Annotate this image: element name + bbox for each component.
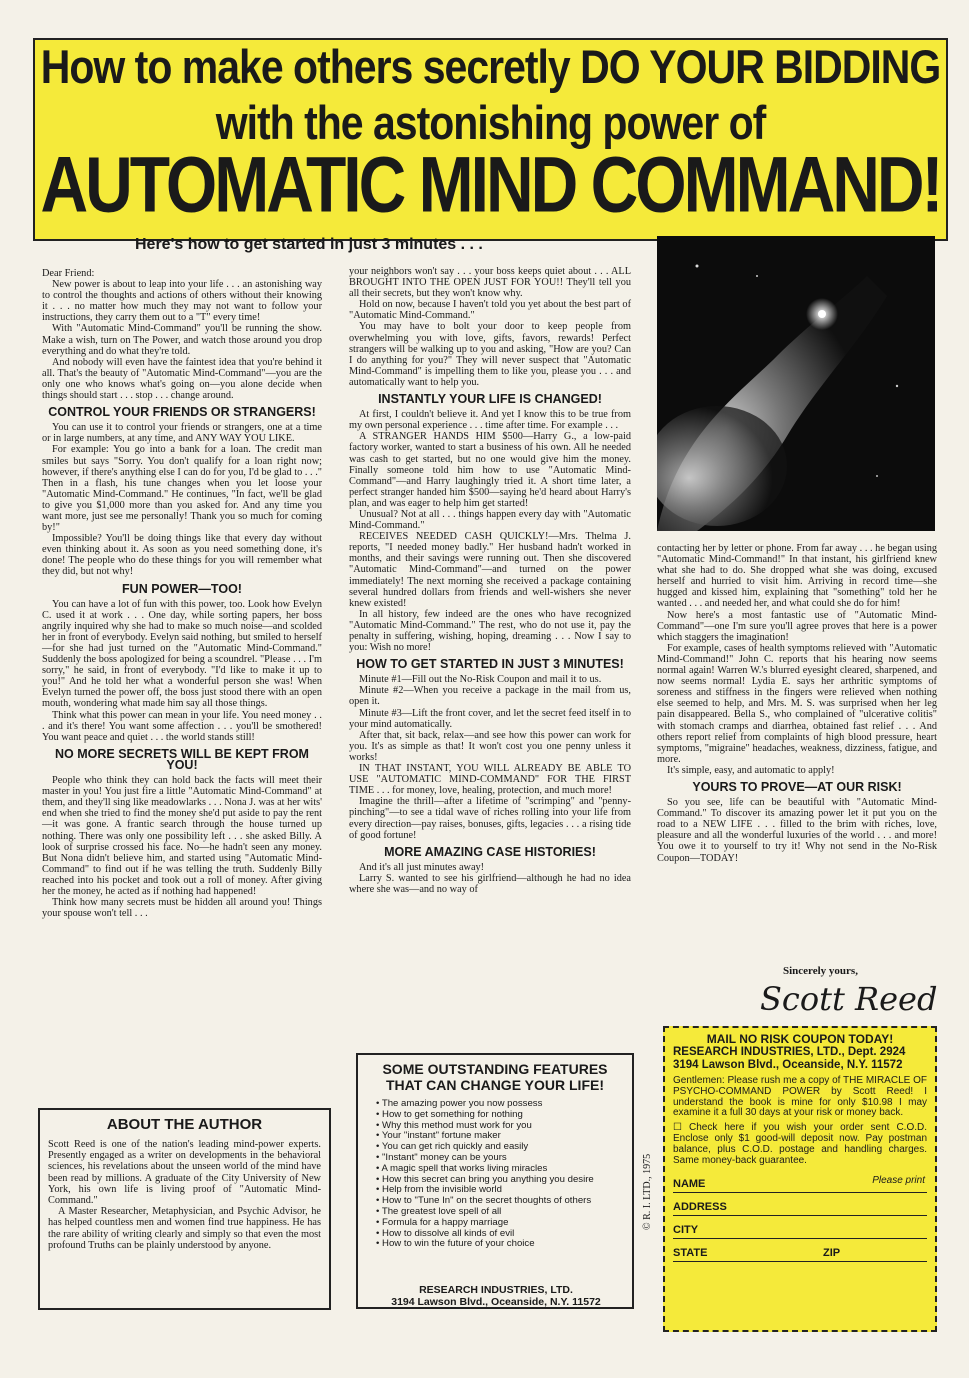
section-heading: YOURS TO PROVE—AT OUR RISK! (692, 779, 902, 794)
paragraph: Minute #1—Fill out the No-Risk Coupon and mail it to us. (359, 674, 602, 686)
order-coupon[interactable] (663, 1026, 937, 1332)
paragraph: Impossible? You'll be doing things like that every day without even thinking about it. As soon as you need something done, it's done! The people who do these things for you will remember what they did, but not why! (42, 533, 322, 578)
paragraph: contacting her by letter or phone. From far away . . . he began using "Automatic Mind-Command!" In that instant, his girlfriend knew what she had to do. She dropped what she was doing, excused herself and hurried to visit him. Arriving in record time—she hugged and kissed him, explaining that "something" told her he wanted . . . and needed her, and what could she do for him! (657, 543, 937, 610)
signature: Scott Reed (760, 980, 938, 1018)
article-column-1 (42, 268, 322, 919)
paragraph: Minute #2—When you receive a package in the mail from us, open it. (349, 685, 631, 708)
paragraph: Think what this power can mean in your life. You need money . . . and it's there! You want some affection . . . you'll be smothered! You want peace and quiet . . . the world stands still! (42, 709, 322, 743)
paragraph: A Master Researcher, Metaphysician, and Psychic Advisor, he has helped countless men and women find true happiness. He has the rare ability of writing clearly and simply so that even the most profound Truths can be plainly understood by anyone. (48, 1206, 321, 1251)
coupon-firm-address: 3194 Lawson Blvd., Oceanside, N.Y. 11572 (673, 1059, 903, 1071)
paragraph: For example, cases of health symptoms relieved with "Automatic Mind-Command!" John C. reports that his hearing now seems normal again! Warren W.'s blurred eyesight cleared, sharpened, and now seems normal! Lydia E. says her arthritic symptoms of soreness and stiffness in the fingers were relieved when nothing else seemed to help, and Mrs. M. S. was surprised when her leg pain disappeared. Bella S., who complained of "ulcerative colitis" with stomach cramps and diarrhea, obtained fast relief . . . And others report relief from complaints of high blood pressure, heart symptoms, "migraine" headaches, weakness, dizziness, fatigue, and more. (657, 642, 937, 765)
paragraph: And it's all just minutes away! (359, 861, 485, 873)
list-item: • Your "instant" fortune maker (376, 1131, 624, 1142)
article-column-2 (349, 266, 631, 895)
article-column-3 (657, 543, 937, 864)
paragraph: Think how many secrets must be hidden all around you! Things your spouse won't tell . . . (42, 897, 322, 920)
list-item: • The amazing power you now possess (376, 1099, 624, 1110)
paragraph: IN THAT INSTANT, YOU WILL ALREADY BE ABLE TO USE "AUTOMATIC MIND-COMMAND" FOR THE FIRST TIME . . . for money, love, healing, protection, and much more! (349, 763, 631, 797)
paragraph: At first, I couldn't believe it. And yet I know this to be true from my own personal experience . . . time after time. For example . . . (349, 409, 631, 432)
company-street: 3194 Lawson Blvd., Oceanside, N.Y. 11572 (391, 1296, 601, 1308)
zip-label: ZIP (823, 1247, 841, 1260)
headline-line-3: AUTOMATIC MIND COMMAND! (40, 139, 941, 229)
list-item: • How to "Tune In" on the secret thoughts of others (376, 1196, 624, 1207)
paragraph: For example: You go into a bank for a loan. The credit man smiles but says "Sorry. You don't qualify for a loan right now; however, if there's anything else I can do for you, I'd be glad to . . ." Then in a flash, his tune changes when you let loose your "Automatic Mind-Command." He continues, "In fact, we'll be glad to give you $1,000 more than you asked for. And any time you want more, just see me personally! Thank you so much for coming by!" (42, 444, 322, 534)
about-author-title: ABOUT THE AUTHOR (106, 1116, 263, 1133)
list-item: • Why this method must work for you (376, 1121, 624, 1132)
paragraph: Minute #3—Lift the front cover, and let the secret feed itself in to your mind automatically. (349, 707, 631, 730)
list-item: • A magic spell that works living miracles (376, 1164, 624, 1175)
paragraph: Hold on now, because I haven't told you yet about the best part of "Automatic Mind-Command." (349, 299, 631, 322)
paragraph: People who think they can hold back the facts will meet their master in you! You just fire a little "Automatic Mind-Command" at them, and they'll sing like meadowlarks . . . Nona J. was at her wits' end when she tried to find the money she'd put aside to pay the rent—it was gone. A frantic search through the house turned up nothing. There was only one possibility left . . . she asked Billy. A look of surprise crossed his face. No—he hadn't seen any money. But Nona didn't believe him, and started using "Automatic Mind-Command" to find out if he was telling the truth. Suddenly Billy reached into his pocket and took out a roll of money. After giving her the money, he acted as if nothing had happened! (42, 775, 322, 897)
about-author-box (38, 1108, 331, 1310)
section-heading: INSTANTLY YOUR LIFE IS CHANGED! (378, 392, 602, 407)
features-box (356, 1053, 634, 1309)
paragraph: Imagine the thrill—after a lifetime of "scrimping" and "penny-pinching"—to see a tidal wave of riches rolling into your life from every direction—pay raises, bonuses, gifts, legacies . . . a rising tide of good fortune! (349, 796, 631, 841)
paragraph: With "Automatic Mind-Command" you'll be running the show. Make a wish, turn on The Power, and watch those around you drop everything and do what they're told. (42, 323, 322, 357)
section-heading: CONTROL YOUR FRIENDS OR STRANGERS! (48, 405, 316, 420)
headline-line-1: How to make others secretly DO YOUR BIDDING (40, 40, 941, 94)
features-title: SOME OUTSTANDING FEATURES THAT CAN CHANGE YOUR LIFE! (382, 1061, 608, 1093)
section-heading: MORE AMAZING CASE HISTORIES! (384, 844, 596, 859)
list-item: • How this secret can bring you anything you desire (376, 1175, 624, 1186)
closing: Sincerely yours, (783, 965, 858, 977)
copyright-notice: © R. I. LTD., 1975 (642, 1153, 653, 1230)
paragraph: After that, sit back, relax—and see how this power can work for you. It's as simple as that! It won't cost you one penny unless it works! (349, 729, 631, 763)
paragraph: You can have a lot of fun with this power, too. Look how Evelyn C. used it at work . . . One day, while sorting papers, her boss angrily inquired why she had to make so much noise—and scolded her in front of everybody. Evelyn said nothing, but smiled to herself—for she had just turned on the "Automatic Mind-Command." Suddenly the boss apologized for being a scoundrel. "Please . . . I'm sorry," he said, in front of everybody. "I'd like to make it up to you!" And he told her what a wonderful person she was! When Evelyn turned the power off, the boss just stood there with an open mouth, wondering what made him say all those things. (42, 598, 322, 710)
paragraph: Now here's a most fantastic use of "Automatic Mind-Command"—one I'm sure you'll agree proves that here is a power which staggers the imagination! (657, 609, 937, 643)
please-print-note: Please print (872, 1175, 925, 1187)
state-zip-field[interactable] (673, 1247, 927, 1262)
city-label: CITY (673, 1224, 699, 1237)
galaxy-photo (657, 236, 935, 531)
coupon-order-text: Gentlemen: Please rush me a copy of THE MIRACLE OF PSYCHO-COMMAND POWER by Scott Reed! I understand the book is mine for only $10.98 I may examine it a full 30 days at your risk or money back. (673, 1075, 927, 1119)
paragraph: You can use it to control your friends or strangers, one at a time or in large numbers, at any time, and ANY WAY YOU LIKE. (42, 422, 322, 445)
list-item: • You can get rich quickly and easily (376, 1142, 624, 1153)
section-heading: NO MORE SECRETS WILL BE KEPT FROM YOU! (55, 746, 309, 772)
list-item: • Help from the invisible world (376, 1185, 624, 1196)
list-item: • How to win the future of your choice (376, 1239, 624, 1250)
company-address (366, 1284, 626, 1308)
state-label: STATE (673, 1247, 708, 1260)
coupon-title: MAIL NO RISK COUPON TODAY! (706, 1032, 894, 1046)
list-item: • The greatest love spell of all (376, 1207, 624, 1218)
paragraph: New power is about to leap into your life . . . an astonishing way to control the thoughts and actions of others without their knowing it . . . no matter how much they may not want to follow your instructions, they carry them out to a "T" every time! (42, 279, 322, 324)
coupon-firm-name: RESEARCH INDUSTRIES, LTD., Dept. 2924 (673, 1046, 906, 1058)
subheadline: Here's how to get started in just 3 minutes . . . (135, 236, 483, 253)
galaxy-image (657, 236, 935, 531)
paragraph: A STRANGER HANDS HIM $500—Harry G., a low-paid factory worker, wanted to start a business of his own. All he needed was cash to get started, but no one would give him the money. Finally someone told him how to use "Automatic Mind-Command"—and Harry laughingly tried it. A short time later, a perfect stranger handed him $500—saying he'd heard about Harry's plan, and was eager to help him get started! (349, 431, 631, 509)
paragraph: your neighbors won't say . . . your boss keeps quiet about . . . ALL BROUGHT INTO THE OPEN JUST FOR YOU!! They'll tell you all their secrets, but they won't know why. (349, 266, 631, 300)
paragraph: It's simple, easy, and automatic to apply! (667, 764, 835, 776)
paragraph: So you see, life can be beautiful with "Automatic Mind-Command." To discover its amazing power let it put you on the road to a NEW LIFE . . . filled to the brim with riches, love, pleasure and all the wonderful luxuries of the world . . . and more! You owe it to yourself to try it! Why not send in the No-Risk Coupon—TODAY! (657, 797, 937, 864)
headline-line-2: with the astonishing power of (215, 96, 766, 150)
name-field[interactable] (673, 1175, 927, 1193)
paragraph: In all history, few indeed are the ones who have recognized "Automatic Mind-Command." The rest, who do not use it, pay the penalty in suffering, wishing, hoping, dreaming . . . Now I say to you: Wish no more! (349, 608, 631, 654)
paragraph: And nobody will even have the faintest idea that you're behind it all. That's the beauty of "Automatic Mind-Command"—you are the only one who knows what's going on—you alone decide when things should start . . . stop . . . change around. (42, 356, 322, 402)
section-heading: FUN POWER—TOO! (122, 581, 242, 596)
city-field[interactable] (673, 1224, 927, 1239)
paragraph: Scott Reed is one of the nation's leading mind-power experts. Presently engaged as a writer on developments in the behavioral sciences, his revelations about the unseen world of the mind have been read by millions. A graduate of the City University of New York, his own life is living proof of "Automatic Mind-Command." (48, 1139, 321, 1207)
list-item: • How to dissolve all kinds of evil (376, 1229, 624, 1240)
address-label: ADDRESS (673, 1201, 727, 1214)
company-name: RESEARCH INDUSTRIES, LTD. (419, 1284, 573, 1296)
section-heading: HOW TO GET STARTED IN JUST 3 MINUTES! (356, 657, 624, 672)
list-item: • Formula for a happy marriage (376, 1218, 624, 1229)
list-item: • How to get something for nothing (376, 1110, 624, 1121)
paragraph: RECEIVES NEEDED CASH QUICKLY!—Mrs. Thelma J. reports, "I needed money badly." Her husband hadn't worked in months, and their savings were running out. Then she discovered "Automatic Mind-Command"—and turned on the power immediately! The next morning she received a package containing several hundred dollars from friends and well-wishers she never knew existed! (349, 531, 631, 609)
headline-banner (33, 38, 948, 241)
coupon-cod-checkbox[interactable]: ☐ Check here if you wish your order sent C.O.D. Enclose only $1 good-will deposit now. Pay postman balance, plus C.O.D. postage and handling charges. Same money-back guarantee. (673, 1122, 927, 1166)
features-list (366, 1099, 624, 1250)
name-label: NAME (673, 1178, 706, 1191)
paragraph: Larry S. wanted to see his girlfriend—although he had no idea where she was—and no way of (349, 872, 631, 895)
paragraph: Unusual? Not at all . . . things happen every day with "Automatic Mind-Command." (349, 508, 631, 532)
address-field[interactable] (673, 1201, 927, 1216)
list-item: • "Instant" money can be yours (376, 1153, 624, 1164)
salutation: Dear Friend: (42, 268, 95, 279)
paragraph: You may have to bolt your door to keep people from overwhelming you with love, gifts, favors, rewards! Perfect strangers will be walking up to you and asking, "How are you? Can I do anything for you?" They will never suspect that "Automatic Mind-Command" is impelling them to like you, please you . . . and automatically want to help you. (349, 321, 631, 388)
